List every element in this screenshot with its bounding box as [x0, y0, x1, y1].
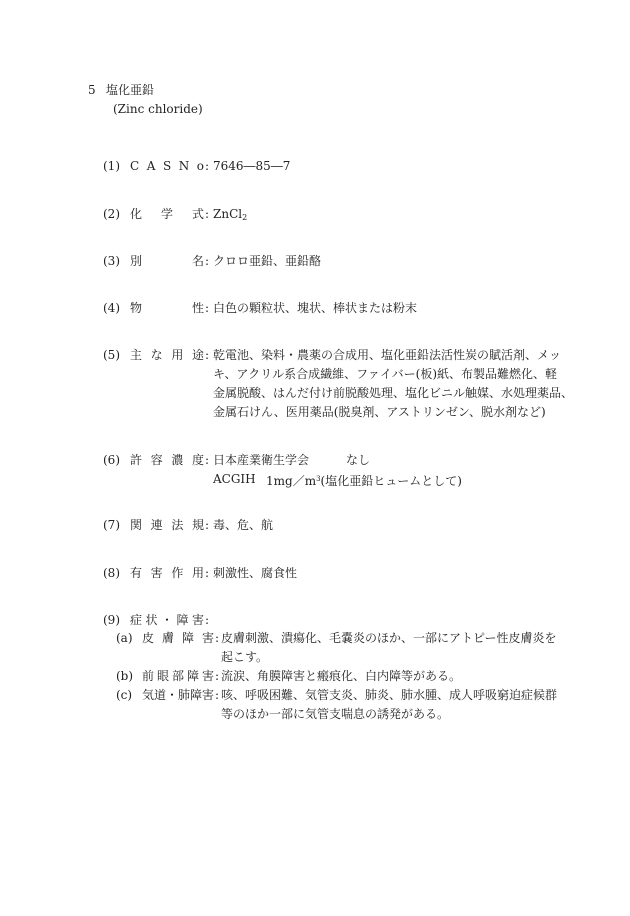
item-value: 7646―85―7 [213, 159, 291, 173]
item-value: 白色の顆粒状、塊状、棒状または粉末 [213, 301, 418, 315]
jsoh-value: なし [346, 453, 371, 467]
section-number: 5 [88, 83, 96, 97]
jsoh-org: 日本産業衛生学会 [213, 453, 310, 467]
colon: : [205, 159, 210, 173]
item-value [213, 205, 247, 227]
item-number: (7) [103, 518, 120, 532]
item-number: (8) [103, 566, 120, 580]
colon: : [215, 688, 220, 702]
item-label: C A S N o [130, 159, 204, 173]
item-number: (3) [103, 254, 120, 268]
acgih-org: ACGIH [213, 472, 256, 486]
item-value-line: 金属石けん、医用薬品(脱臭剤、アストリンゼン、脱水剤など) [213, 405, 546, 419]
colon: : [205, 348, 210, 362]
item-value-line: 乾電池、染料・農薬の合成用、塩化亜鉛法活性炭の賦活剤、メッ [213, 348, 562, 362]
symptom-line: 起こす。 [221, 650, 269, 664]
acgih-value [266, 470, 462, 491]
item-value-line: 金属脱酸、はんだ付け前脱酸処理、塩化ビニル触媒、水処理薬品、 [213, 386, 574, 400]
colon: : [205, 301, 210, 315]
symptom-line: 等のほか一部に気管支喘息の誘発がある。 [221, 707, 450, 721]
item-label: 有害作用 [130, 566, 204, 580]
item-label: 関連法規 [130, 518, 204, 532]
section-title: 塩化亜鉛 [106, 83, 155, 97]
item-value: クロロ亜鉛、亜鉛酪 [213, 254, 322, 268]
colon: : [205, 518, 210, 532]
section-english-title: (Zinc chloride) [113, 102, 203, 116]
symptom-label: 気道・肺障害 [142, 688, 215, 702]
item-value: 毒、危、航 [213, 518, 274, 532]
item-number: (6) [103, 453, 120, 467]
formula-main: ZnCl [213, 207, 243, 221]
item-value-line: キ、アクリル系合成繊維、ファイバー(板)紙、布製品難燃化、軽 [213, 367, 558, 381]
item-number: (1) [103, 159, 120, 173]
item-value: 刺激性、腐食性 [213, 566, 298, 580]
item-label: 主な用途 [130, 348, 204, 362]
symptom-label: 皮膚障害 [142, 631, 214, 645]
item-label: 別名 [130, 254, 204, 268]
symptom-line: 皮膚刺激、潰瘍化、毛嚢炎のほか、一部にアトピー性皮膚炎を [221, 631, 557, 645]
item-number: (9) [103, 613, 120, 627]
symptom-number: (b) [116, 669, 134, 683]
colon: : [205, 613, 210, 627]
colon: : [205, 566, 210, 580]
acgih-note: (塩化亜鉛ヒュームとして) [320, 474, 462, 488]
colon: : [205, 254, 210, 268]
item-label: 化学式 [130, 207, 204, 221]
symptom-line: 咳、呼吸困難、気管支炎、肺炎、肺水腫、成人呼吸窮迫症候群 [221, 688, 558, 702]
symptom-number: (a) [116, 631, 133, 645]
item-label: 物性 [130, 301, 204, 315]
item-label: 許容濃度 [130, 453, 204, 467]
colon: : [215, 669, 220, 683]
formula-subscript: 2 [242, 213, 248, 222]
symptom-line: 流涙、角膜障害と瘢痕化、白内障等がある。 [221, 669, 462, 683]
symptom-label: 前眼部障害 [142, 669, 214, 683]
colon: : [215, 631, 220, 645]
item-number: (2) [103, 207, 120, 221]
item-number: (5) [103, 348, 120, 362]
symptom-number: (c) [116, 688, 133, 702]
acgih-value-text: 1mg／m [266, 474, 317, 488]
acgih-superscript: 3 [316, 475, 321, 483]
colon: : [205, 207, 210, 221]
item-number: (4) [103, 301, 120, 315]
item-label: 症状・障害 [130, 613, 204, 627]
colon: : [205, 453, 210, 467]
